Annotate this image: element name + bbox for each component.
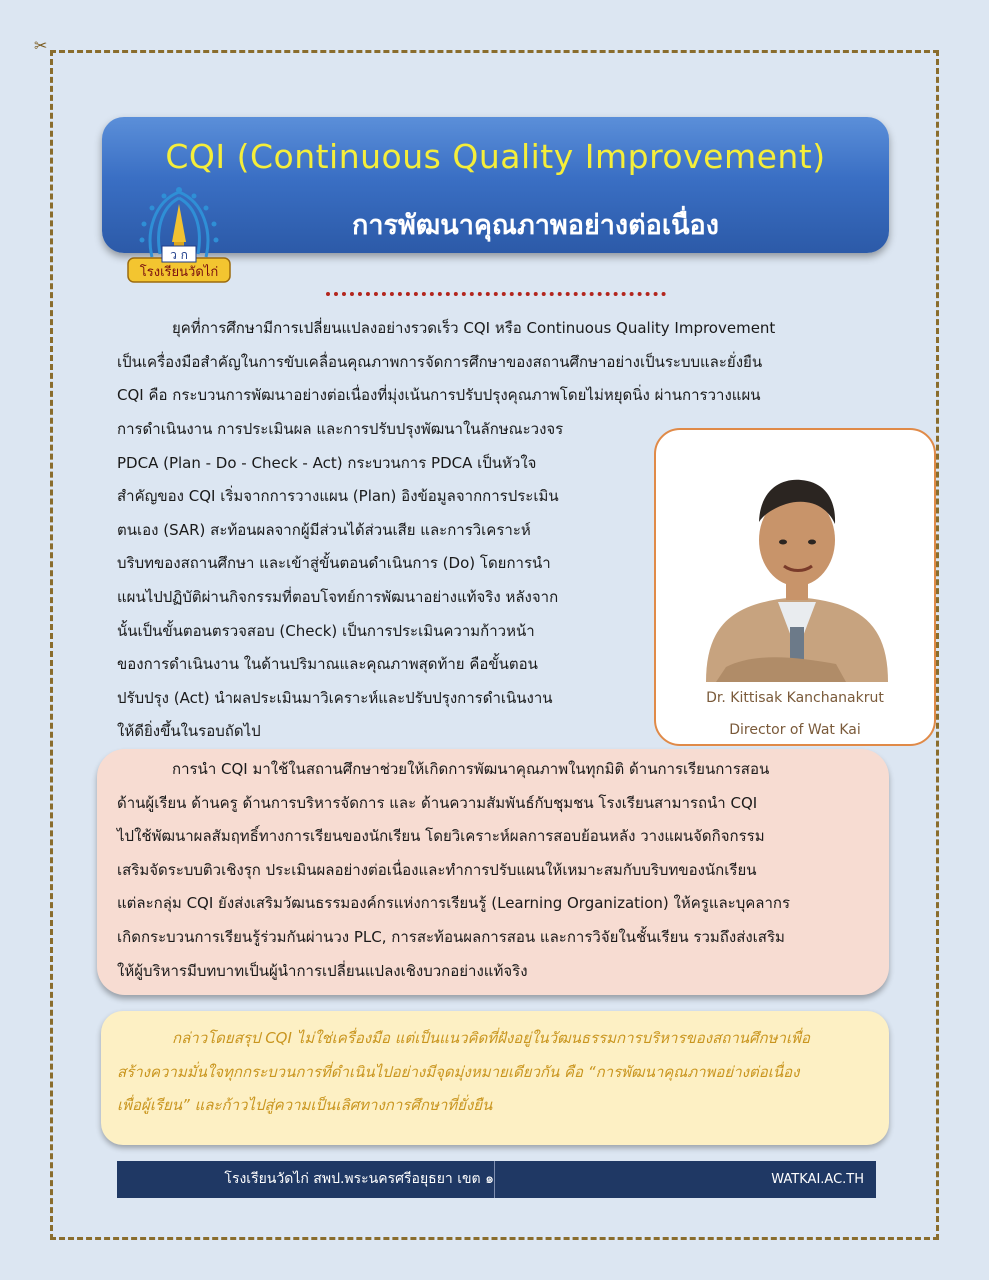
conclusion-line: สร้างความมั่นใจทุกกระบวนการที่ดำเนินไปอย่างมีจุดมุ่งหมายเดียวกัน คือ “การพัฒนาคุณภาพอย่างต่อเนื่อง [117, 1062, 800, 1081]
conclusion-line: เพื่อผู้เรียน” และก้าวไปสู่ความเป็นเลิศทางการศึกษาที่ยั่งยืน [117, 1096, 493, 1115]
application-line: แต่ละกลุ่ม CQI ยังส่งเสริมวัฒนธรรมองค์กรแห่งการเรียนรู้ (Learning Organization) ให้ครูและบุคลากร [117, 894, 791, 913]
footer-website: WATKAI.AC.TH [771, 1172, 864, 1187]
footer-school-name: โรงเรียนวัดไก่ สพป.พระนครศรีอยุธยา เขต ๑ [224, 1171, 494, 1187]
pdca-line: การดำเนินงาน การประเมินผล และการปรับปรุงพัฒนาในลักษณะวงจร [117, 420, 564, 438]
logo-text: โรงเรียนวัดไก่ [139, 265, 219, 280]
intro-line: CQI คือ กระบวนการพัฒนาอย่างต่อเนื่องที่มุ่งเน้นการปรับปรุงคุณภาพโดยไม่หยุดนิ่ง ผ่านการวางแผน [117, 386, 761, 405]
intro-paragraph [117, 312, 877, 413]
director-name: Dr. Kittisak Kanchanakrut [706, 690, 884, 706]
application-line: การนำ CQI มาใช้ในสถานศึกษาช่วยให้เกิดการพัฒนาคุณภาพในทุกมิติ ด้านการเรียนการสอน [172, 760, 770, 778]
footer-bar [117, 1161, 876, 1198]
intro-line: เป็นเครื่องมือสำคัญในการขับเคลื่อนคุณภาพการจัดการศึกษาของสถานศึกษาอย่างเป็นระบบและยั่งยืน [117, 352, 763, 371]
footer-divider [494, 1161, 495, 1198]
application-line: เกิดกระบวนการเรียนรู้ร่วมกันผ่านวง PLC, การสะท้อนผลการสอน และการวิจัยในชั้นเรียน รวมถึงส่งเสริม [117, 927, 785, 946]
pdca-line: ให้ดียิ่งขึ้นในรอบถัดไป [117, 722, 261, 741]
application-paragraph [117, 753, 877, 988]
school-logo [124, 182, 234, 292]
pdca-line: นั้นเป็นขั้นตอนตรวจสอบ (Check) เป็นการประเมินความก้าวหน้า [117, 621, 535, 640]
decorative-dotted-divider [326, 278, 666, 296]
director-role: Director of Wat Kai [729, 722, 861, 738]
director-photo [686, 452, 908, 682]
application-line: ไปใช้พัฒนาผลสัมฤทธิ์ทางการเรียนของนักเรียน โดยวิเคราะห์ผลการสอบย้อนหลัง วางแผนจัดกิจกรรม [117, 827, 765, 846]
scissors-icon: ✂ [34, 36, 48, 55]
pdca-line: บริบทของสถานศึกษา และเข้าสู่ขั้นตอนดำเนินการ (Do) โดยการนำ [117, 554, 551, 573]
application-line: ด้านผู้เรียน ด้านครู ด้านการบริหารจัดการ และ ด้านความสัมพันธ์กับชุมชน โรงเรียนสามารถนำ CQI [117, 793, 758, 812]
pdca-line: ตนเอง (SAR) สะท้อนผลจากผู้มีส่วนได้ส่วนเสีย และการวิเคราะห์ [117, 520, 531, 539]
pdca-paragraph [117, 413, 617, 749]
page-title: CQI (Continuous Quality Improvement) [165, 137, 826, 176]
director-portrait-card [654, 428, 936, 746]
pdca-line: สำคัญของ CQI เริ่มจากการวางแผน (Plan) อิงข้อมูลจากการประเมิน [117, 487, 559, 506]
conclusion-line: กล่าวโดยสรุป CQI ไม่ใช่เครื่องมือ แต่เป็นแนวคิดที่ฝังอยู่ในวัฒนธรรมการบริหารของสถานศึกษาเพื่อ [172, 1029, 810, 1047]
pdca-line: PDCA (Plan - Do - Check - Act) กระบวนการ PDCA เป็นหัวใจ [117, 453, 537, 472]
logo-letters: ว ก [170, 248, 188, 262]
page-subtitle: การพัฒนาคุณภาพอย่างต่อเนื่อง [352, 210, 719, 241]
intro-line: ยุคที่การศึกษามีการเปลี่ยนแปลงอย่างรวดเร็ว CQI หรือ Continuous Quality Improvement [172, 319, 776, 337]
application-line: ให้ผู้บริหารมีบทบาทเป็นผู้นำการเปลี่ยนแปลงเชิงบวกอย่างแท้จริง [117, 961, 528, 980]
application-line: เสริมจัดระบบติวเชิงรุก ประเมินผลอย่างต่อเนื่องและทำการปรับแผนให้เหมาะสมกับบริบทของนักเรียน [117, 860, 757, 879]
conclusion-paragraph [117, 1022, 877, 1123]
pdca-line: ของการดำเนินงาน ในด้านปริมาณและคุณภาพสุดท้าย คือขั้นตอน [117, 655, 538, 674]
pdca-line: แผนไปปฏิบัติผ่านกิจกรรมที่ตอบโจทย์การพัฒนาอย่างแท้จริง หลังจาก [117, 587, 559, 606]
pdca-line: ปรับปรุง (Act) นำผลประเมินมาวิเคราะห์และปรับปรุงการดำเนินงาน [117, 688, 553, 707]
